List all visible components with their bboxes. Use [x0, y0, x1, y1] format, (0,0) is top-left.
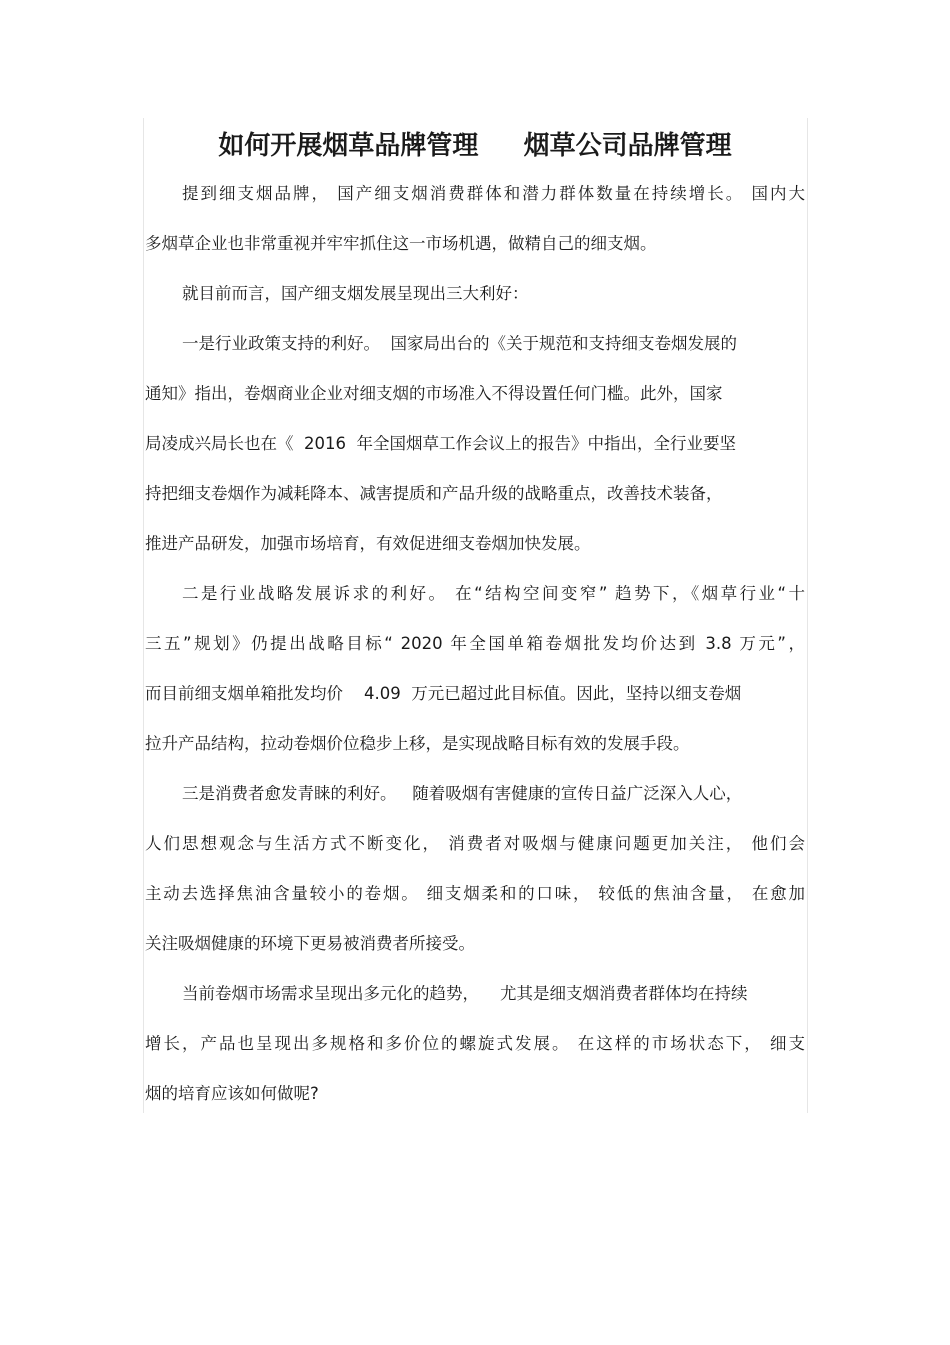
- document-title: 如何开展烟草品牌管理 烟草公司品牌管理: [218, 131, 732, 161]
- paragraph-line: 而目前细支烟单箱批发均价 4.09 万元已超过此目标值。因此，坚持以细支卷烟: [145, 684, 742, 703]
- paragraph-line: 主动去选择焦油含量较小的卷烟。 细支烟柔和的口味， 较低的焦油含量， 在愈加: [145, 884, 805, 903]
- paragraph-line: 关注吸烟健康的环境下更易被消费者所接受。: [145, 934, 475, 953]
- paragraph-line: 烟的培育应该如何做呢?: [145, 1084, 319, 1103]
- paragraph-line: 多烟草企业也非常重视并牢牢抓住这一市场机遇，做精自己的细支烟。: [145, 234, 657, 253]
- paragraph-line: 三五”规划》仍提出战略目标“ 2020 年全国单箱卷烟批发均价达到 3.8 万元”，: [145, 634, 805, 653]
- paragraph-line: 人们思想观念与生活方式不断变化， 消费者对吸烟与健康问题更加关注， 他们会: [145, 834, 805, 853]
- paragraph-line: 三是消费者愈发青睐的利好。 随着吸烟有害健康的宣传日益广泛深入人心，: [182, 784, 743, 803]
- page-frame: [143, 118, 808, 1113]
- paragraph-line: 持把细支卷烟作为减耗降本、减害提质和产品升级的战略重点，改善技术装备，: [145, 484, 723, 503]
- paragraph-line: 当前卷烟市场需求呈现出多元化的趋势， 尤其是细支烟消费者群体均在持续: [182, 984, 748, 1003]
- paragraph-line: 通知》指出，卷烟商业企业对细支烟的市场准入不得设置任何门槛。此外，国家: [145, 384, 723, 403]
- paragraph-line: 一是行业政策支持的利好。 国家局出台的《关于规范和支持细支卷烟发展的: [182, 334, 737, 353]
- paragraph-line: 拉升产品结构，拉动卷烟价位稳步上移，是实现战略目标有效的发展手段。: [145, 734, 690, 753]
- paragraph-line: 二是行业战略发展诉求的利好。 在“结构空间变窄” 趋势下，《烟草行业“十: [182, 584, 805, 603]
- paragraph-line: 就目前而言，国产细支烟发展呈现出三大利好：: [182, 284, 529, 303]
- paragraph-line: 推进产品研发，加强市场培育，有效促进细支卷烟加快发展。: [145, 534, 591, 553]
- paragraph-line: 局凌成兴局长也在《 2016 年全国烟草工作会议上的报告》中指出，全行业要坚: [145, 434, 736, 453]
- paragraph-line: 增长，产品也呈现出多规格和多价位的螺旋式发展。 在这样的市场状态下， 细支: [145, 1034, 805, 1053]
- paragraph-line: 提到细支烟品牌， 国产细支烟消费群体和潜力群体数量在持续增长。 国内大: [182, 184, 805, 203]
